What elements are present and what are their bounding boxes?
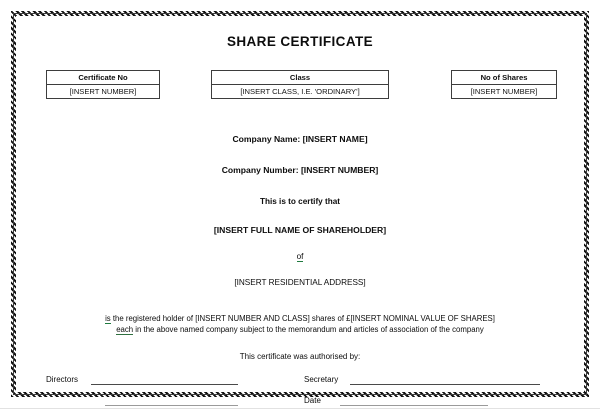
page-title: SHARE CERTIFICATE [226, 34, 374, 49]
company-name-line: Company Name: [INSERT NAME] [232, 134, 368, 144]
authorised-by-line: This certificate was authorised by: [239, 352, 361, 361]
directors-signature-line-2[interactable] [105, 405, 238, 406]
certificate-no-label: Certificate No [47, 71, 159, 85]
is-word: is [105, 314, 111, 323]
directors-label: Directors [46, 375, 79, 384]
secretary-signature-line[interactable] [350, 384, 540, 385]
residential-address: [INSERT RESIDENTIAL ADDRESS] [234, 278, 366, 287]
no-of-shares-label: No of Shares [452, 71, 556, 85]
field-box-certificate-no [46, 70, 160, 99]
holder-paragraph-line2: in the above named company subject to the memorandum and articles of association of the company [133, 325, 484, 334]
no-of-shares-value[interactable]: [INSERT NUMBER] [470, 87, 538, 96]
certificate-no-value[interactable]: [INSERT NUMBER] [69, 87, 137, 96]
holder-paragraph-line1: the registered holder of [INSERT NUMBER AND CLASS] shares of £[INSERT NOMINAL VALUE OF SHARES] [110, 314, 495, 323]
class-label: Class [212, 71, 388, 85]
shareholder-name: [INSERT FULL NAME OF SHAREHOLDER] [213, 225, 387, 235]
field-box-class [211, 70, 389, 99]
date-label: Date [304, 396, 321, 405]
certificate-content [20, 18, 580, 405]
company-number-line: Company Number: [INSERT NUMBER] [221, 165, 379, 175]
each-word: each [116, 325, 134, 334]
directors-signature-line-1[interactable] [91, 384, 238, 385]
of-word: of [296, 252, 304, 261]
of-connector-line [20, 252, 580, 261]
field-box-no-of-shares [451, 70, 557, 99]
registered-holder-paragraph [20, 313, 580, 335]
certify-statement: This is to certify that [259, 197, 341, 206]
date-line[interactable] [340, 405, 488, 406]
header-fields-row [20, 70, 580, 100]
holder-paragraph-line2-wrap [20, 324, 580, 335]
secretary-label: Secretary [304, 375, 339, 384]
class-value[interactable]: [INSERT CLASS, I.E. 'ORDINARY'] [240, 87, 360, 96]
signature-block [20, 375, 580, 417]
